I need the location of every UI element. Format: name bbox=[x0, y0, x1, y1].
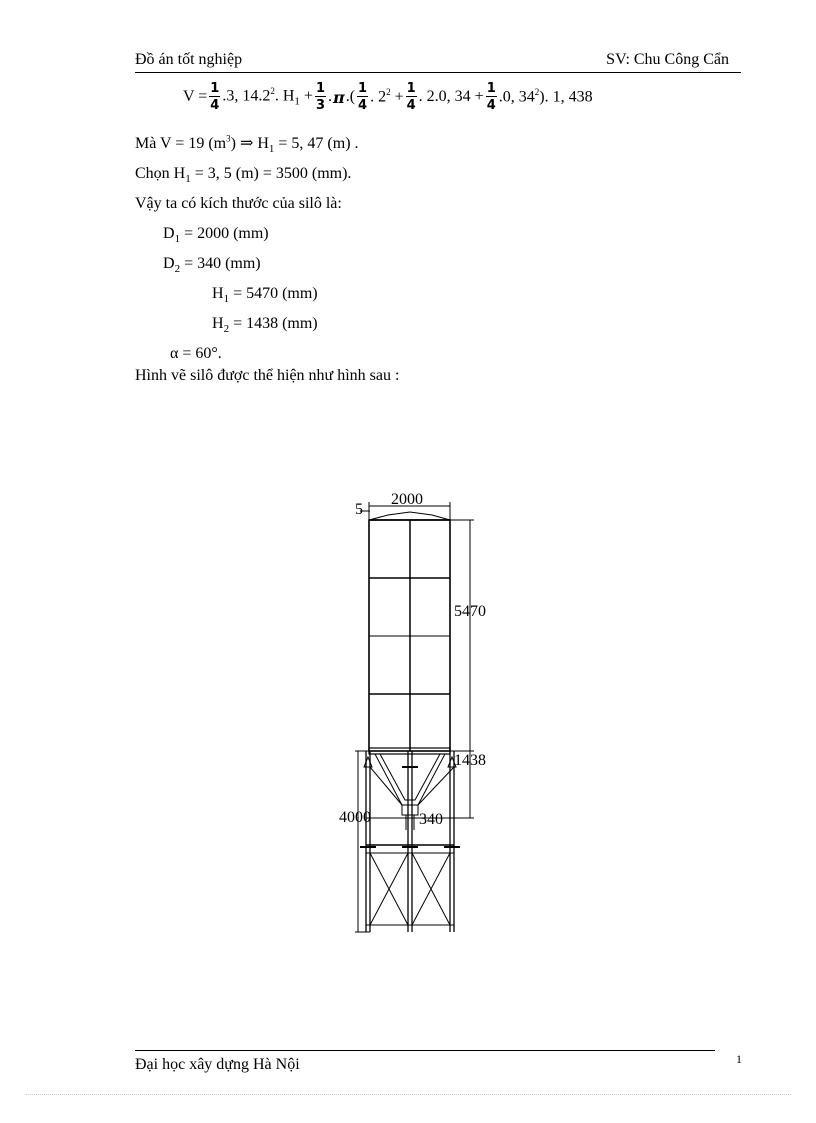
fraction-denominator: 4 bbox=[406, 98, 416, 113]
fraction-denominator: 4 bbox=[486, 98, 496, 113]
volume-result-line bbox=[135, 133, 359, 155]
text: D bbox=[163, 225, 175, 242]
formula-text bbox=[499, 87, 593, 106]
fraction bbox=[209, 82, 220, 112]
formula-text: V = bbox=[183, 88, 208, 105]
superscript: 3 bbox=[226, 133, 231, 144]
dimension-h2 bbox=[212, 315, 318, 335]
fraction-numerator: 1 bbox=[406, 81, 416, 96]
text: = 5, 47 (m) . bbox=[274, 135, 359, 152]
fraction bbox=[315, 82, 326, 112]
dim-label-1438: 1438 bbox=[454, 752, 486, 769]
dimensions-intro: Vậy ta có kích thước của silô là: bbox=[135, 195, 342, 212]
formula-text-part: .3, 14.2 bbox=[222, 87, 271, 105]
hopper-cone bbox=[375, 754, 445, 805]
silo-roof bbox=[369, 512, 450, 520]
subscript: 1 bbox=[223, 293, 230, 306]
fraction bbox=[486, 82, 497, 112]
dimension-alpha: α = 60°. bbox=[170, 345, 222, 362]
dimension-d2 bbox=[163, 255, 261, 275]
superscript: 2 bbox=[534, 87, 540, 98]
fraction-denominator: 4 bbox=[358, 98, 368, 113]
formula-text-part: + bbox=[390, 88, 404, 106]
page-separator bbox=[25, 1094, 791, 1095]
dim-label-4000: 4000 bbox=[339, 809, 371, 826]
figure-caption: Hình vẽ silô được thể hiện như hình sau : bbox=[135, 367, 400, 384]
formula-text: . 2.0, 34 + bbox=[418, 88, 484, 105]
fraction-numerator: 1 bbox=[358, 81, 368, 96]
text: = 340 (mm) bbox=[180, 255, 261, 272]
footer-text: Đại học xây dựng Hà Nội bbox=[135, 1056, 300, 1073]
pi-symbol: π bbox=[332, 87, 345, 107]
page-number: 1 bbox=[736, 1052, 742, 1066]
fraction bbox=[406, 82, 417, 112]
formula-text bbox=[370, 87, 404, 106]
formula-text-part: + bbox=[299, 87, 313, 105]
silo-drawing bbox=[330, 485, 510, 940]
page-header bbox=[135, 50, 741, 73]
brace bbox=[418, 767, 454, 805]
fraction-denominator: 4 bbox=[210, 98, 220, 113]
text: = 3, 5 (m) = 3500 (mm). bbox=[190, 165, 352, 182]
fraction-numerator: 1 bbox=[486, 81, 496, 96]
dim-label-5470: 5470 bbox=[454, 603, 486, 620]
text: = 5470 (mm) bbox=[229, 285, 318, 302]
subscript: 1 bbox=[268, 143, 275, 156]
text: = 1438 (mm) bbox=[229, 315, 318, 332]
footer-rule bbox=[135, 1050, 715, 1051]
text: Chọn H bbox=[135, 165, 186, 182]
text: Mà V = 19 (m bbox=[135, 135, 227, 152]
formula-text-part: .0, 34 bbox=[498, 88, 535, 106]
fraction-denominator: 3 bbox=[315, 98, 325, 113]
header-title: Đồ án tốt nghiệp bbox=[135, 51, 243, 68]
subscript: 1 bbox=[185, 173, 191, 186]
dimension-d1 bbox=[163, 225, 269, 245]
dim-label-2000: 2000 bbox=[391, 491, 423, 508]
fraction-numerator: 1 bbox=[315, 81, 325, 96]
volume-formula bbox=[183, 82, 593, 112]
dimension-h1 bbox=[212, 285, 318, 305]
dim-label-thickness: 5 bbox=[355, 501, 363, 518]
header-author: SV: Chu Công Cẩn bbox=[606, 51, 729, 68]
fraction-numerator: 1 bbox=[210, 81, 220, 96]
formula-text-part: ). 1, 438 bbox=[539, 88, 593, 106]
subscript: 1 bbox=[174, 233, 181, 246]
formula-text-part: . 2 bbox=[370, 88, 387, 106]
text: H bbox=[212, 315, 224, 332]
subscript: 2 bbox=[174, 263, 181, 276]
choose-height-line bbox=[135, 165, 351, 185]
superscript: 2 bbox=[270, 86, 275, 97]
superscript: 2 bbox=[386, 87, 391, 98]
formula-text-part: . H bbox=[274, 87, 295, 105]
text: ) ⇒ H bbox=[230, 135, 269, 152]
subscript: 1 bbox=[294, 95, 300, 108]
formula-text: . bbox=[327, 88, 332, 105]
text: H bbox=[212, 285, 224, 302]
text: D bbox=[163, 255, 175, 272]
formula-text bbox=[222, 86, 313, 108]
formula-text: .( bbox=[345, 88, 356, 105]
dim-label-340: 340 bbox=[419, 811, 443, 828]
subscript: 2 bbox=[223, 323, 230, 336]
outlet bbox=[402, 805, 418, 815]
fraction bbox=[357, 82, 368, 112]
arrow bbox=[364, 757, 372, 767]
text: = 2000 (mm) bbox=[180, 225, 269, 242]
hopper-inner bbox=[380, 754, 440, 800]
